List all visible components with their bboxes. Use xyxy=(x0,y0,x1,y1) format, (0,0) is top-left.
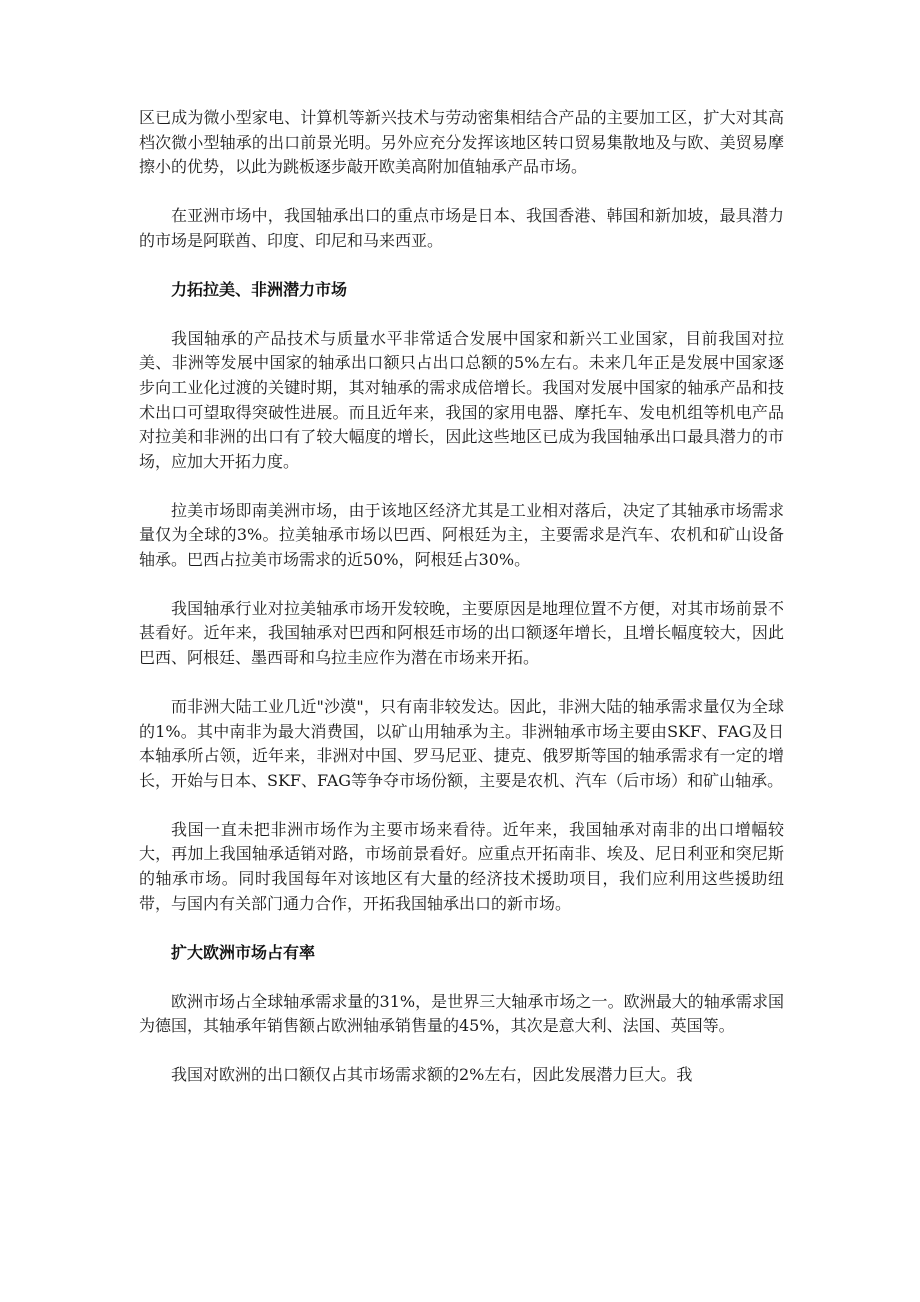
paragraph-latam-development: 我国轴承行业对拉美轴承市场开发较晚，主要原因是地理位置不方便，对其市场前景不甚看好。近年来，我国轴承对巴西和阿根廷市场的出口额逐年增长，且增长幅度较大，因此巴西、阿根廷、墨西哥和乌拉圭应作为潜在市场来开拓。 xyxy=(139,598,784,668)
document-page xyxy=(139,106,784,1112)
paragraph-latam-market: 拉美市场即南美洲市场，由于该地区经济尤其是工业相对落后，决定了其轴承市场需求量仅为全球的3%。拉美轴承市场以巴西、阿根廷为主，主要需求是汽车、农机和矿山设备轴承。巴西占拉美市场需求的近50%，阿根廷占30%。 xyxy=(139,500,784,569)
paragraph-africa-market: 而非洲大陆工业几近"沙漠"，只有南非较发达。因此，非洲大陆的轴承需求量仅为全球的1%。其中南非为最大消费国，以矿山用轴承为主。非洲轴承市场主要由SKF、FAG及日本轴承所占领，近年来，非洲对中国、罗马尼亚、捷克、俄罗斯等国的轴承需求有一定的增长，开始与日本、SKF、FAG等争夺市场份额，主要是农机、汽车（后市场）和矿山轴承。 xyxy=(139,697,784,790)
paragraph-asia-processing-zone: 区已成为微小型家电、计算机等新兴技术与劳动密集相结合产品的主要加工区，扩大对其高档次微小型轴承的出口前景光明。另外应充分发挥该地区转口贸易集散地及与欧、美贸易摩擦小的优势，以此为跳板逐步敲开欧美高附加值轴承产品市场。 xyxy=(139,108,784,177)
paragraph-africa-strategy: 我国一直未把非洲市场作为主要市场来看待。近年来，我国轴承对南非的出口增幅较大，再加上我国轴承适销对路，市场前景看好。应重点开拓南非、埃及、尼日利亚和突尼斯的轴承市场。同时我国每年对该地区有大量的经济技术援助项目，我们应利用这些援助纽带，与国内有关部门通力合作，开拓我国轴承出口的新市场。 xyxy=(139,819,784,913)
paragraph-developing-countries: 我国轴承的产品技术与质量水平非常适合发展中国家和新兴工业国家，目前我国对拉美、非洲等发展中国家的轴承出口额只占出口总额的5%左右。未来几年正是发展中国家逐步向工业化过渡的关键时期，其对轴承的需求成倍增长。我国对发展中国家的轴承产品和技术出口可望取得突破性进展。而且近年来，我国的家用电器、摩托车、发电机组等机电产品对拉美和非洲的出口有了较大幅度的增长，因此这些地区已成为我国轴承出口最具潜力的市场，应加大开拓力度。 xyxy=(139,328,784,471)
paragraph-europe-export: 我国对欧洲的出口额仅占其市场需求额的2%左右，因此发展潜力巨大。我 xyxy=(171,1065,693,1085)
paragraph-europe-market: 欧洲市场占全球轴承需求量的31%，是世界三大轴承市场之一。欧洲最大的轴承需求国为德国，其轴承年销售额占欧洲轴承销售量的45%，其次是意大利、法国、英国等。 xyxy=(139,991,784,1036)
section-heading-europe: 扩大欧洲市场占有率 xyxy=(171,942,316,962)
section-heading-latam-africa: 力拓拉美、非洲潜力市场 xyxy=(171,279,348,299)
paragraph-asia-key-markets: 在亚洲市场中，我国轴承出口的重点市场是日本、我国香港、韩国和新加坡，最具潜力的市场是阿联酋、印度、印尼和马来西亚。 xyxy=(139,206,784,250)
